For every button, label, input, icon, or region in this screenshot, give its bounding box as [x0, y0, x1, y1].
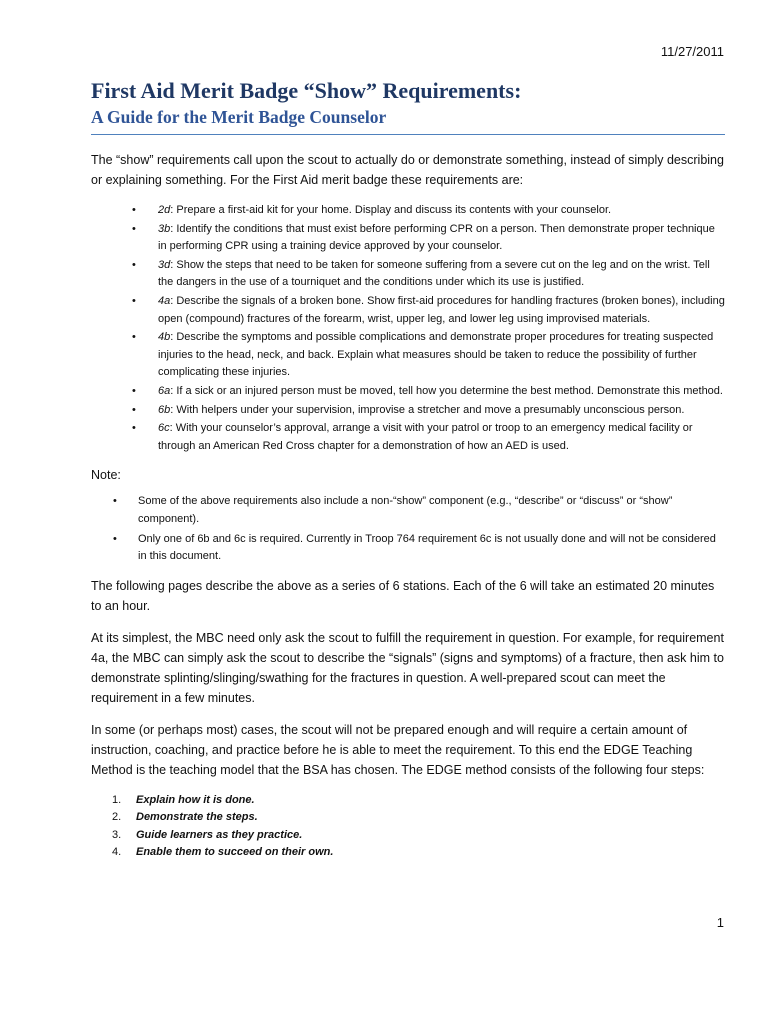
step-number: 3. — [112, 828, 122, 841]
requirement-code: 3b — [158, 222, 171, 235]
list-item — [91, 531, 725, 566]
title-divider — [91, 134, 725, 135]
bullet: • — [132, 331, 136, 344]
page-number: 1 — [716, 915, 724, 930]
document-subtitle: A Guide for the Merit Badge Counselor — [91, 107, 387, 127]
requirement-code: 6a — [158, 384, 171, 397]
requirement-text: : Prepare a first-aid kit for your home. Display and discuss its contents with your counselor. — [170, 204, 612, 216]
edge-paragraph: In some (or perhaps most) cases, the scout will not be prepared enough and will require a certain amount of instruction, coaching, and practice before he is able to meet the requirement. To this end the EDGE Teaching Method is the teaching model that the BSA has chosen. The EDGE method consists of the following four steps: — [91, 722, 705, 777]
requirement-text: : With your counselor’s approval, arrange a visit with your patrol or troop to an emergency medical facility or through an American Red Cross chapter for a demonstration of how an AED is used. — [158, 422, 693, 452]
step-text: Explain how it is done. — [136, 793, 255, 806]
header-date: 11/27/2011 — [660, 44, 724, 59]
requirement-code: 4a — [158, 294, 171, 307]
list-item — [91, 493, 725, 528]
requirement-text: : Identify the conditions that must exist before performing CPR on a person. Then demonstrate proper technique in performing CPR using a training device approved by your counselor. — [158, 222, 715, 253]
note-text: Some of the above requirements also include a non-“show” component (e.g., “describe” or “discuss” or “show” component). — [138, 495, 673, 525]
title-block — [91, 78, 725, 128]
bullet: • — [113, 532, 117, 545]
requirement-code: 4b — [158, 331, 171, 344]
bullet: • — [113, 495, 117, 508]
requirement-text: : Describe the symptoms and possible complications and demonstrate proper procedures for treating suspected injuries to the head, neck, and back. Explain what measures should be taken to reduce the possibility of further complicating these injuries. — [158, 331, 714, 379]
document-title: First Aid Merit Badge “Show” Requirements: — [91, 78, 522, 103]
requirement-code: 2d — [158, 204, 171, 216]
bullet: • — [132, 222, 136, 235]
step-number: 4. — [112, 846, 122, 859]
note-label: Note: — [91, 468, 121, 483]
bullet: • — [132, 258, 136, 271]
bullet: • — [132, 403, 136, 416]
list-item — [91, 792, 725, 810]
list-item — [91, 402, 725, 420]
bullet: • — [132, 294, 136, 307]
note-text: Only one of 6b and 6c is required. Currently in Troop 764 requirement 6c is not usually done and will not be considered in this document. — [138, 532, 716, 563]
requirement-code: 6b — [158, 403, 171, 416]
requirement-text: : Show the steps that need to be taken for someone suffering from a severe cut on the leg and on the wrist. Tell the dangers in the use of a tourniquet and the conditions under which its use is justified. — [158, 258, 710, 289]
bullet: • — [132, 422, 136, 435]
list-item — [91, 221, 725, 256]
bullet: • — [132, 204, 136, 216]
step-text: Guide learners as they practice. — [136, 828, 303, 841]
step-text: Demonstrate the steps. — [136, 811, 258, 824]
requirements-list — [91, 202, 725, 455]
list-item — [91, 293, 725, 328]
step-number: 2. — [112, 811, 122, 824]
list-item — [91, 827, 725, 845]
list-item — [91, 202, 725, 220]
requirement-code: 6c — [158, 422, 170, 435]
step-number: 1. — [112, 793, 122, 806]
requirement-text: : If a sick or an injured person must be moved, tell how you determine the best method. Demonstrate this method. — [170, 384, 723, 397]
requirement-code: 3d — [158, 258, 171, 271]
list-item — [91, 844, 725, 862]
edge-steps-list — [91, 792, 725, 862]
list-item — [91, 383, 725, 401]
stations-paragraph: The following pages describe the above as a series of 6 stations. Each of the 6 will take an estimated 20 minutes to an hour. — [91, 578, 715, 613]
document-body — [91, 150, 725, 862]
list-item — [91, 257, 725, 292]
simplest-paragraph: At its simplest, the MBC need only ask the scout to fulfill the requirement in question. For example, for requirement 4a, the MBC can simply ask the scout to describe the “signals” (signs and symptoms) of a fracture, then ask him to demonstrate splinting/slinging/swathing for the fractures in question. A well-prepared scout can meet the requirement in a few minutes. — [91, 630, 724, 705]
intro-paragraph: The “show” requirements call upon the scout to actually do or demonstrate something, instead of simply describing or explaining something. For the First Aid merit badge these requirements are: — [91, 153, 724, 187]
requirement-text: : Describe the signals of a broken bone. Show first-aid procedures for handling fractures (broken bones), including open (compound) fractures of the forearm, wrist, upper leg, and lower leg using improvised materials. — [158, 294, 725, 325]
list-item — [91, 809, 725, 827]
list-item — [91, 420, 725, 455]
notes-list — [91, 493, 725, 565]
step-text: Enable them to succeed on their own. — [136, 846, 334, 859]
list-item — [91, 329, 725, 382]
bullet: • — [132, 384, 136, 397]
requirement-text: : With helpers under your supervision, improvise a stretcher and move a presumably unconscious person. — [170, 403, 685, 416]
